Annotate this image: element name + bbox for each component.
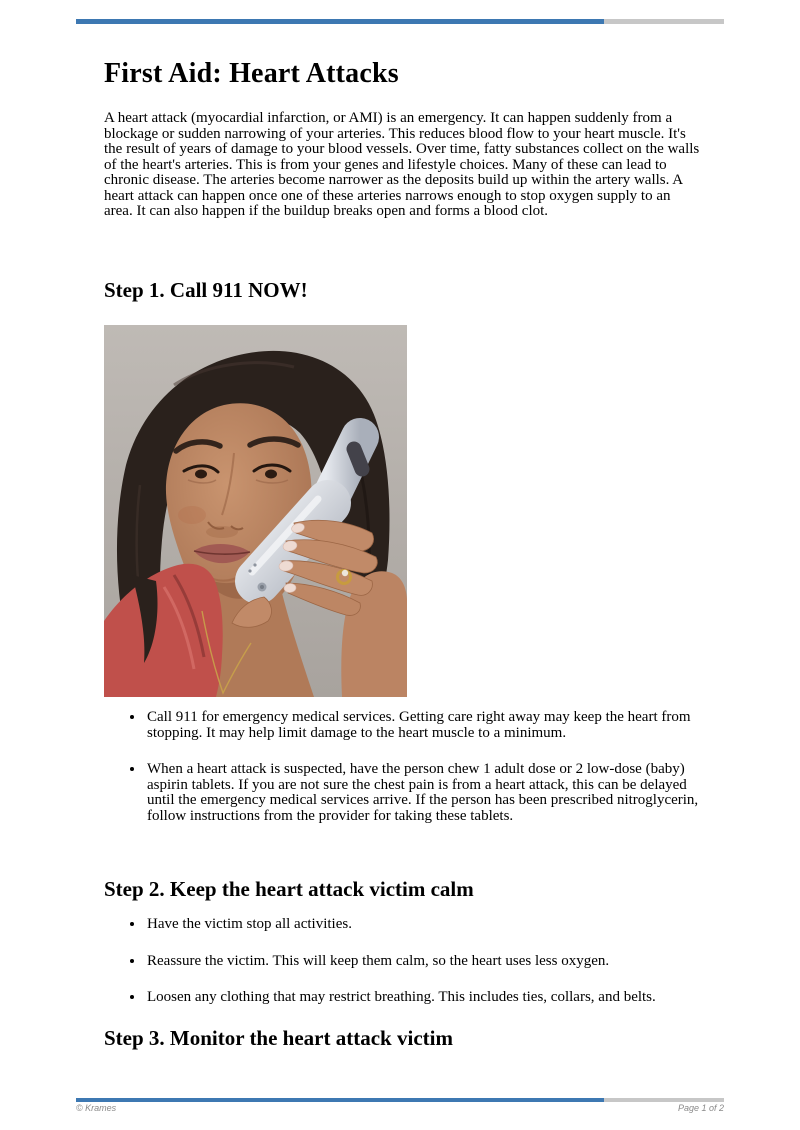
woman-on-phone-photo	[104, 325, 407, 697]
bullet-item: • Loosen any clothing that may restrict breathing. This includes ties, collars, and belts.	[145, 990, 711, 1006]
step-3-heading: Step 3. Monitor the heart attack victim	[104, 1026, 453, 1050]
divider-gray-segment	[604, 19, 724, 24]
footer-copyright: © Krames	[76, 1103, 117, 1113]
bullet-item: • Have the victim stop all activities.	[145, 917, 711, 933]
bullet-item: • Call 911 for emergency medical services. Getting care right away may keep the heart from stopping. It may help limit damage to the heart muscle to a minimum.	[145, 710, 711, 741]
intro-paragraph: A heart attack (myocardial infarction, or AMI) is an emergency. It can happen suddenly from a blockage or sudden narrowing of your arteries. This reduces blood flow to your heart muscle. It's the result of years of damage to your blood vessels. Over time, fatty substances collect on the walls of the heart's arteries. This is from your genes and lifestyle choices. Many of these can lead to chronic disease. The arteries become narrower as the deposits build up within the artery walls. A heart attack can happen once one of these arteries narrows enough to stop oxygen supply to an area. It can also happen if the buildup breaks open and forms a blood clot.	[104, 110, 700, 219]
step-1-heading: Step 1. Call 911 NOW!	[104, 278, 308, 302]
divider-gray-segment	[604, 1098, 724, 1102]
step-2-heading: Step 2. Keep the heart attack victim calm	[104, 877, 474, 901]
step-1-bullet-list	[128, 710, 711, 845]
bullet-item: • When a heart attack is suspected, have the person chew 1 adult dose or 2 low-dose (baby) aspirin tablets. If you are not sure the chest pain is from a heart attack, this can be delayed until the emergency medical services arrive. If the person has been prescribed nitroglycerin, follow instructions from the provider for taking these tablets.	[145, 762, 711, 824]
top-divider	[76, 19, 724, 24]
step-2-bullet-list	[128, 917, 711, 1027]
divider-blue-segment	[76, 1098, 604, 1102]
bullet-item: • Reassure the victim. This will keep them calm, so the heart uses less oxygen.	[145, 954, 711, 970]
footer-divider	[76, 1098, 724, 1102]
page-footer	[76, 1103, 724, 1113]
divider-blue-segment	[76, 19, 604, 24]
footer-page-number: Page 1 of 2	[677, 1103, 724, 1113]
page-title: First Aid: Heart Attacks	[104, 58, 399, 89]
